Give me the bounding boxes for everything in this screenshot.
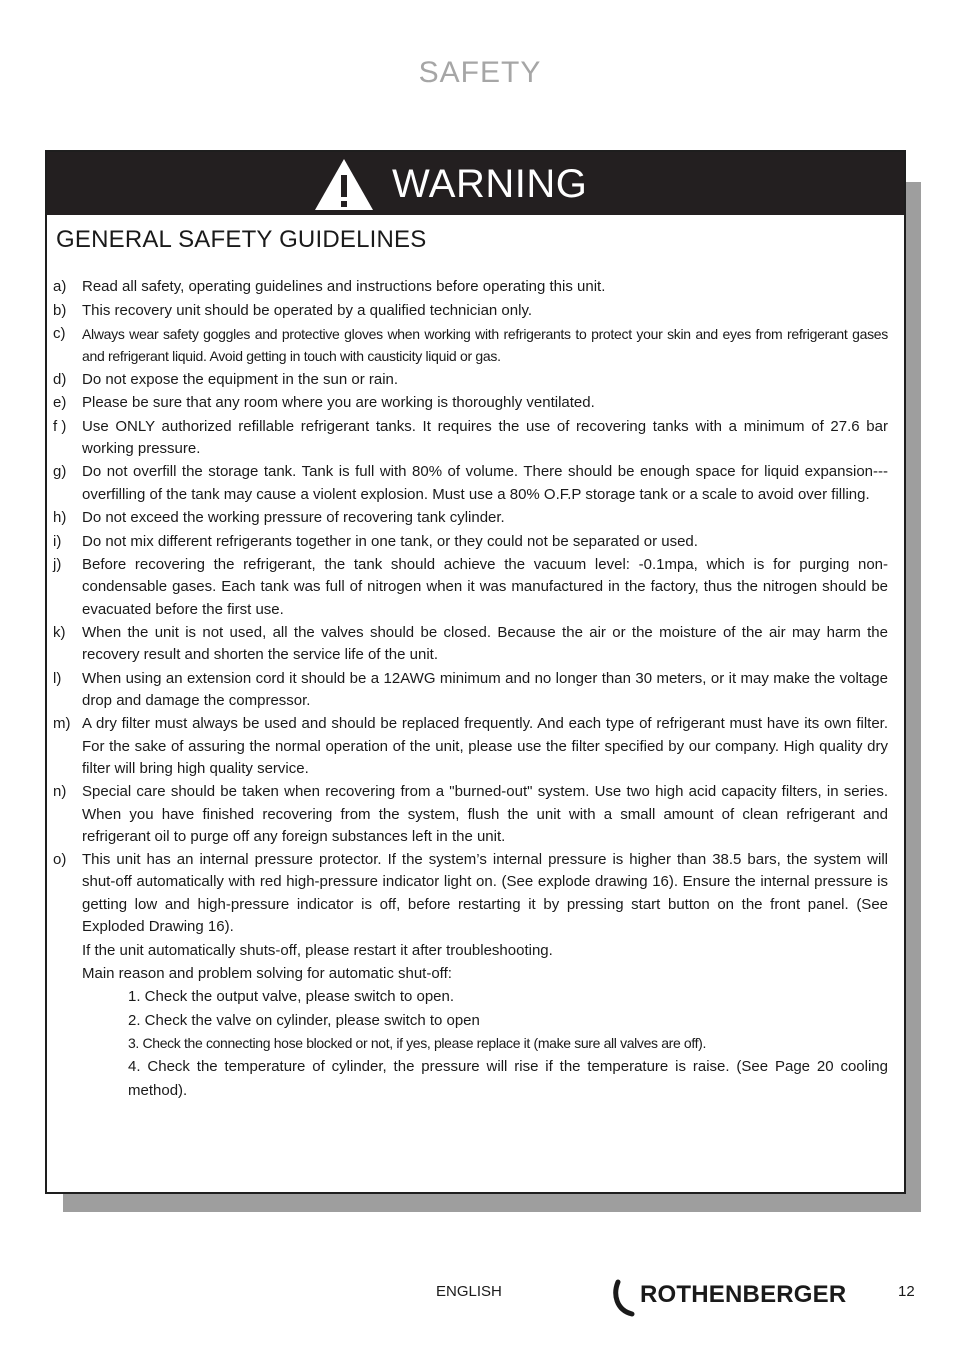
list-marker: i): [53, 532, 62, 550]
brand-logo: [612, 1276, 857, 1320]
brand-name: ROTHENBERGER: [640, 1281, 847, 1308]
list-text: Read all safety, operating guidelines and instructions before operating this unit.: [82, 278, 606, 295]
list-item: [53, 369, 888, 391]
list-text: Please be sure that any room where you are working is thoroughly ventilated.: [82, 394, 595, 412]
list-item: [53, 276, 888, 298]
list-item: [53, 531, 888, 553]
page-number: 12: [898, 1283, 915, 1300]
list-text: Do not exceed the working pressure of recovering tank cylinder.: [82, 509, 505, 527]
list-marker: m): [53, 715, 71, 733]
list-text: This recovery unit should be operated by a qualified technician only.: [82, 301, 532, 319]
list-text: Do not overfill the storage tank. Tank is full with 80% of volume. There should be enough space for liquid expansion---overfilling of the tank may cause a violent explosion. Must use a 80% O.F.P storage tank or a scale to avoid over filling.: [82, 463, 888, 503]
list-text: Special care should be taken when recovering from a "burned-out" system. Use two high acid capacity filters, in series. When you have finished recovering from the system, flush the unit with a small amount of clean refrigerant and refrigerant oil to purge off any foreign substances left in the unit.: [82, 783, 888, 845]
list-item: [53, 461, 888, 505]
list-item: [53, 392, 888, 414]
list-item: [53, 849, 888, 938]
guidelines-list: [53, 276, 888, 1102]
list-item: [53, 622, 888, 666]
warning-banner: [47, 152, 904, 215]
list-item: [53, 554, 888, 621]
list-text: A dry filter must always be used and should be replaced frequently. And each type of refrigerant must have its own filter. For the sake of assuring the normal operation of the unit, please use the filter specified by our company. High quality dry filter will bring high quality service.: [82, 715, 888, 777]
warning-label: WARNING: [392, 162, 588, 206]
list-marker: b): [53, 301, 67, 319]
warning-triangle-icon: [314, 158, 374, 211]
shutoff-step: 2. Check the valve on cylinder, please switch to open: [128, 1011, 480, 1029]
page-title: SAFETY: [418, 56, 542, 89]
list-marker: k): [53, 624, 66, 642]
list-marker: e): [53, 394, 67, 412]
brand-hook-icon: [612, 1276, 642, 1320]
shutoff-intro: Main reason and problem solving for automatic shut-off:: [82, 965, 452, 983]
list-marker: h): [53, 509, 67, 527]
shutoff-step: 3. Check the connecting hose blocked or not, if yes, please replace it (make sure all valves are off).: [128, 1034, 707, 1051]
restart-note: If the unit automatically shuts-off, please restart it after troubleshooting.: [82, 942, 553, 960]
shutoff-step: 1. Check the output valve, please switch to open.: [128, 988, 455, 1006]
list-item: [53, 781, 888, 848]
list-text: This unit has an internal pressure protector. If the system’s internal pressure is higher than 38.5 bars, the system will shut-off automatically with red high-pressure indicator light on. (See explode drawing 16). Ensure the internal pressure is getting low and high-pressure indicator is off, before restarting it by pressing start button on the front panel. (See Exploded Drawing 16).: [82, 851, 888, 935]
list-text: When using an extension cord it should be a 12AWG minimum and no longer than 30 meters, or it may make the voltage drop and damage the compressor.: [82, 669, 888, 709]
list-item: [53, 668, 888, 712]
list-marker: n): [53, 783, 67, 801]
list-text: Before recovering the refrigerant, the tank should achieve the vacuum level: -0.1mpa, which is for purging non-condensable gases. Each tank was full of nitrogen when it was manufactured in the factory, thus the nitrogen should be evacuated before the first use.: [82, 556, 888, 618]
list-item: [53, 300, 888, 322]
list-marker: d): [53, 370, 67, 388]
list-item: [53, 323, 888, 367]
list-item: [53, 416, 888, 460]
list-item: [53, 713, 888, 780]
list-item: [53, 507, 888, 529]
list-marker: g): [53, 463, 67, 481]
list-marker: c): [53, 325, 66, 342]
warning-box: [45, 150, 906, 1194]
section-heading: GENERAL SAFETY GUIDELINES: [56, 226, 427, 253]
list-marker: a): [53, 278, 67, 295]
list-text: When the unit is not used, all the valves should be closed. Because the air or the moisture of the air may harm the recovery result and shorten the service life of the unit.: [82, 624, 888, 664]
list-text: Use ONLY authorized refillable refrigerant tanks. It requires the use of recovering tanks with a minimum of 27.6 bar working pressure.: [82, 417, 888, 457]
list-text: Do not mix different refrigerants together in one tank, or they could not be separated or used.: [82, 532, 698, 550]
list-marker: j): [53, 556, 62, 574]
list-marker: o): [53, 851, 67, 869]
list-text: Do not expose the equipment in the sun or rain.: [82, 370, 399, 388]
list-marker: f ): [53, 417, 67, 435]
footer-language: ENGLISH: [436, 1283, 502, 1300]
list-text: Always wear safety goggles and protective gloves when working with refrigerants to protect your skin and eyes from refrigerant gases and refrigerant liquid. Avoid getting in touch with causticity liquid or gas.: [82, 326, 888, 365]
shutoff-step: 4. Check the temperature of cylinder, the pressure will rise if the temperature is raise. (See Page 20 cooling method).: [128, 1058, 888, 1099]
list-marker: l): [53, 669, 62, 687]
